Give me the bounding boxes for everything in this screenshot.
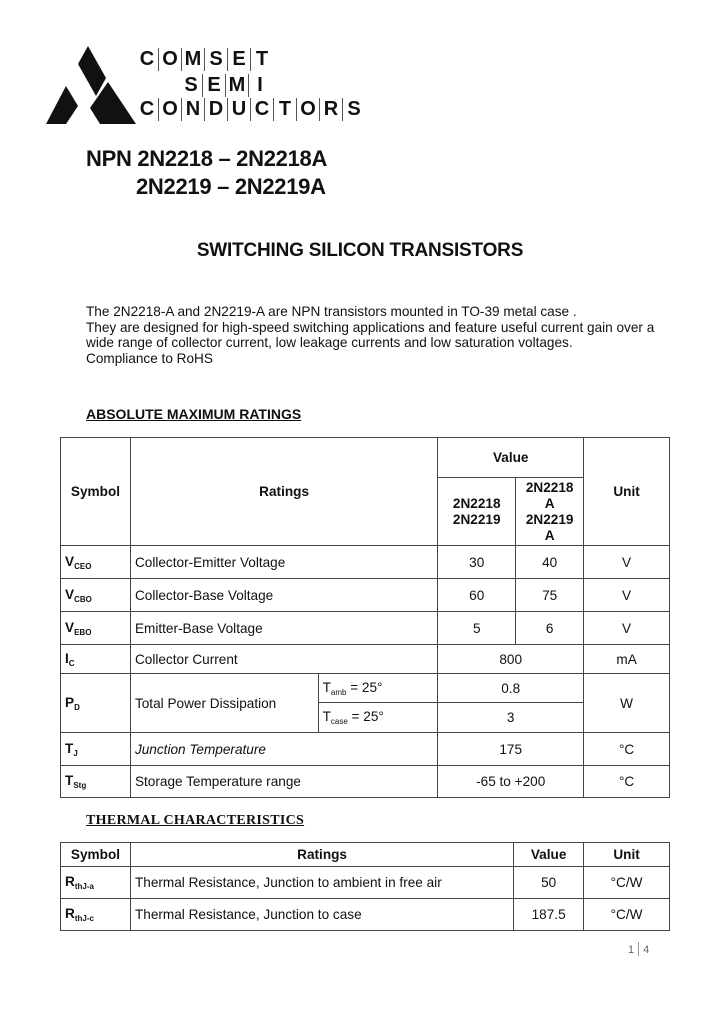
logo-letter: T — [274, 98, 297, 121]
logo-letter: D — [205, 98, 228, 121]
intro-line: wide range of collector current, low leakage currents and low saturation voltages. — [86, 335, 573, 350]
unit-cell: °C — [584, 766, 670, 798]
value-cell: 5 — [438, 612, 516, 645]
value-cell: 175 — [438, 733, 584, 766]
logo-text-row-2 — [180, 74, 271, 97]
value-cell: 6 — [516, 612, 584, 645]
desc-cell: Collector Current — [130, 645, 437, 674]
hdr-ratings: Ratings — [130, 843, 513, 867]
logo-letter: S — [205, 48, 228, 71]
value-cell: 30 — [438, 546, 516, 579]
logo-letter: O — [159, 48, 182, 71]
thermal-table — [60, 842, 670, 931]
value-cell: -65 to +200 — [438, 766, 584, 798]
value-cell: 800 — [438, 645, 584, 674]
symbol-cell: $R_{thJ-a}$ — [61, 867, 131, 899]
hdr-part: 2N2218 — [452, 495, 501, 511]
unit-cell: °C — [584, 733, 670, 766]
product-title-line-2: 2N2219 – 2N2219A — [136, 174, 326, 199]
hdr-unit: Unit — [584, 843, 670, 867]
logo-letter: R — [320, 98, 343, 121]
page-current: 1 — [628, 944, 635, 956]
desc-cell: Collector-Base Voltage — [130, 579, 437, 612]
table-row — [61, 899, 670, 931]
hdr-part: 2N2218 — [525, 479, 574, 495]
hdr-part: 2N2219 — [525, 511, 574, 527]
unit-cell: V — [584, 579, 670, 612]
logo-letter: C — [136, 98, 159, 121]
symbol-cell: $R_{thJ-c}$ — [61, 899, 131, 931]
unit-cell: V — [584, 546, 670, 579]
symbol-cell: $T_{Stg}$ — [61, 766, 131, 798]
unit-cell: W — [584, 674, 670, 733]
logo-letter: O — [297, 98, 320, 121]
table-row — [61, 546, 670, 579]
logo-letter: I — [257, 74, 263, 96]
logo-letter: U — [228, 98, 251, 121]
unit-cell: V — [584, 612, 670, 645]
hdr-part: A — [544, 527, 555, 543]
hdr-col-2n2218a — [516, 478, 584, 546]
hdr-symbol: Symbol — [61, 843, 131, 867]
unit-cell: °C/W — [584, 867, 670, 899]
table-row — [61, 612, 670, 645]
intro-line: They are designed for high-speed switching applications and feature useful current gain over a — [86, 319, 655, 335]
desc-cell: Emitter-Base Voltage — [130, 612, 437, 645]
logo-letter: T — [255, 48, 269, 70]
abs-max-title: ABSOLUTE MAXIMUM RATINGS — [86, 406, 302, 422]
table-row — [61, 733, 670, 766]
desc-cell: Junction Temperature — [130, 733, 437, 766]
intro-line: Compliance to RoHS — [86, 350, 213, 366]
table-row — [61, 674, 670, 703]
table-row — [61, 645, 670, 674]
logo-text-row-3 — [136, 98, 365, 121]
desc-cell: Collector-Emitter Voltage — [130, 546, 437, 579]
value-cell: 0.8 — [438, 674, 584, 703]
condition-cell: $T_{case} = 25^\circ$ — [318, 703, 438, 733]
symbol-cell: $P_D$ — [61, 674, 131, 733]
page-separator — [638, 942, 639, 956]
value-cell: 187.5 — [514, 899, 584, 931]
logo-letter: C — [251, 98, 274, 121]
symbol-cell: $I_C$ — [61, 645, 131, 674]
logo-text-row-1 — [136, 48, 273, 71]
table-row — [61, 766, 670, 798]
symbol-cell: $T_J$ — [61, 733, 131, 766]
symbol-cell: $V_{CBO}$ — [61, 579, 131, 612]
hdr-part: A — [544, 495, 555, 511]
desc-cell: Storage Temperature range — [130, 766, 437, 798]
value-cell: 60 — [438, 579, 516, 612]
page-total: 4 — [643, 944, 650, 956]
logo-letter: N — [182, 98, 205, 121]
desc-cell: Thermal Resistance, Junction to ambient in free air — [130, 867, 513, 899]
hdr-part: 2N2219 — [452, 511, 501, 527]
condition-cell: $T_{amb} = 25^\circ$ — [318, 674, 438, 703]
company-logo — [44, 46, 136, 124]
page-heading: SWITCHING SILICON TRANSISTORS — [196, 240, 524, 261]
logo-letter: E — [228, 48, 251, 71]
hdr-value: Value — [514, 843, 584, 867]
logo-letter: M — [182, 48, 205, 71]
value-cell: 40 — [516, 546, 584, 579]
intro-line: The 2N2218-A and 2N2219-A are NPN transistors mounted in TO-39 metal case . — [86, 304, 577, 319]
hdr-value: Value — [438, 438, 584, 478]
logo-letter: S — [347, 98, 361, 120]
abs-max-table — [60, 437, 670, 798]
value-cell: 50 — [514, 867, 584, 899]
logo-letter: O — [159, 98, 182, 121]
symbol-cell: $V_{CEO}$ — [61, 546, 131, 579]
intro-paragraph — [86, 304, 686, 366]
hdr-ratings: Ratings — [130, 438, 437, 546]
table-row — [61, 579, 670, 612]
unit-cell: °C/W — [584, 899, 670, 931]
product-title-line-1: NPN 2N2218 – 2N2218A — [86, 146, 328, 171]
value-cell: 3 — [438, 703, 584, 733]
logo-letter: S — [180, 74, 203, 97]
logo-letter: M — [226, 74, 249, 97]
desc-cell: Total Power Dissipation — [130, 674, 318, 733]
logo-letter: C — [136, 48, 159, 71]
thermal-title: THERMAL CHARACTERISTICS — [86, 813, 305, 828]
page-number — [628, 942, 649, 956]
hdr-symbol: Symbol — [61, 438, 131, 546]
table-row — [61, 867, 670, 899]
symbol-cell: $V_{EBO}$ — [61, 612, 131, 645]
unit-cell: mA — [584, 645, 670, 674]
hdr-unit: Unit — [584, 438, 670, 546]
logo-letter: E — [203, 74, 226, 97]
value-cell: 75 — [516, 579, 584, 612]
hdr-col-2n2218 — [438, 478, 516, 546]
desc-cell: Thermal Resistance, Junction to case — [130, 899, 513, 931]
